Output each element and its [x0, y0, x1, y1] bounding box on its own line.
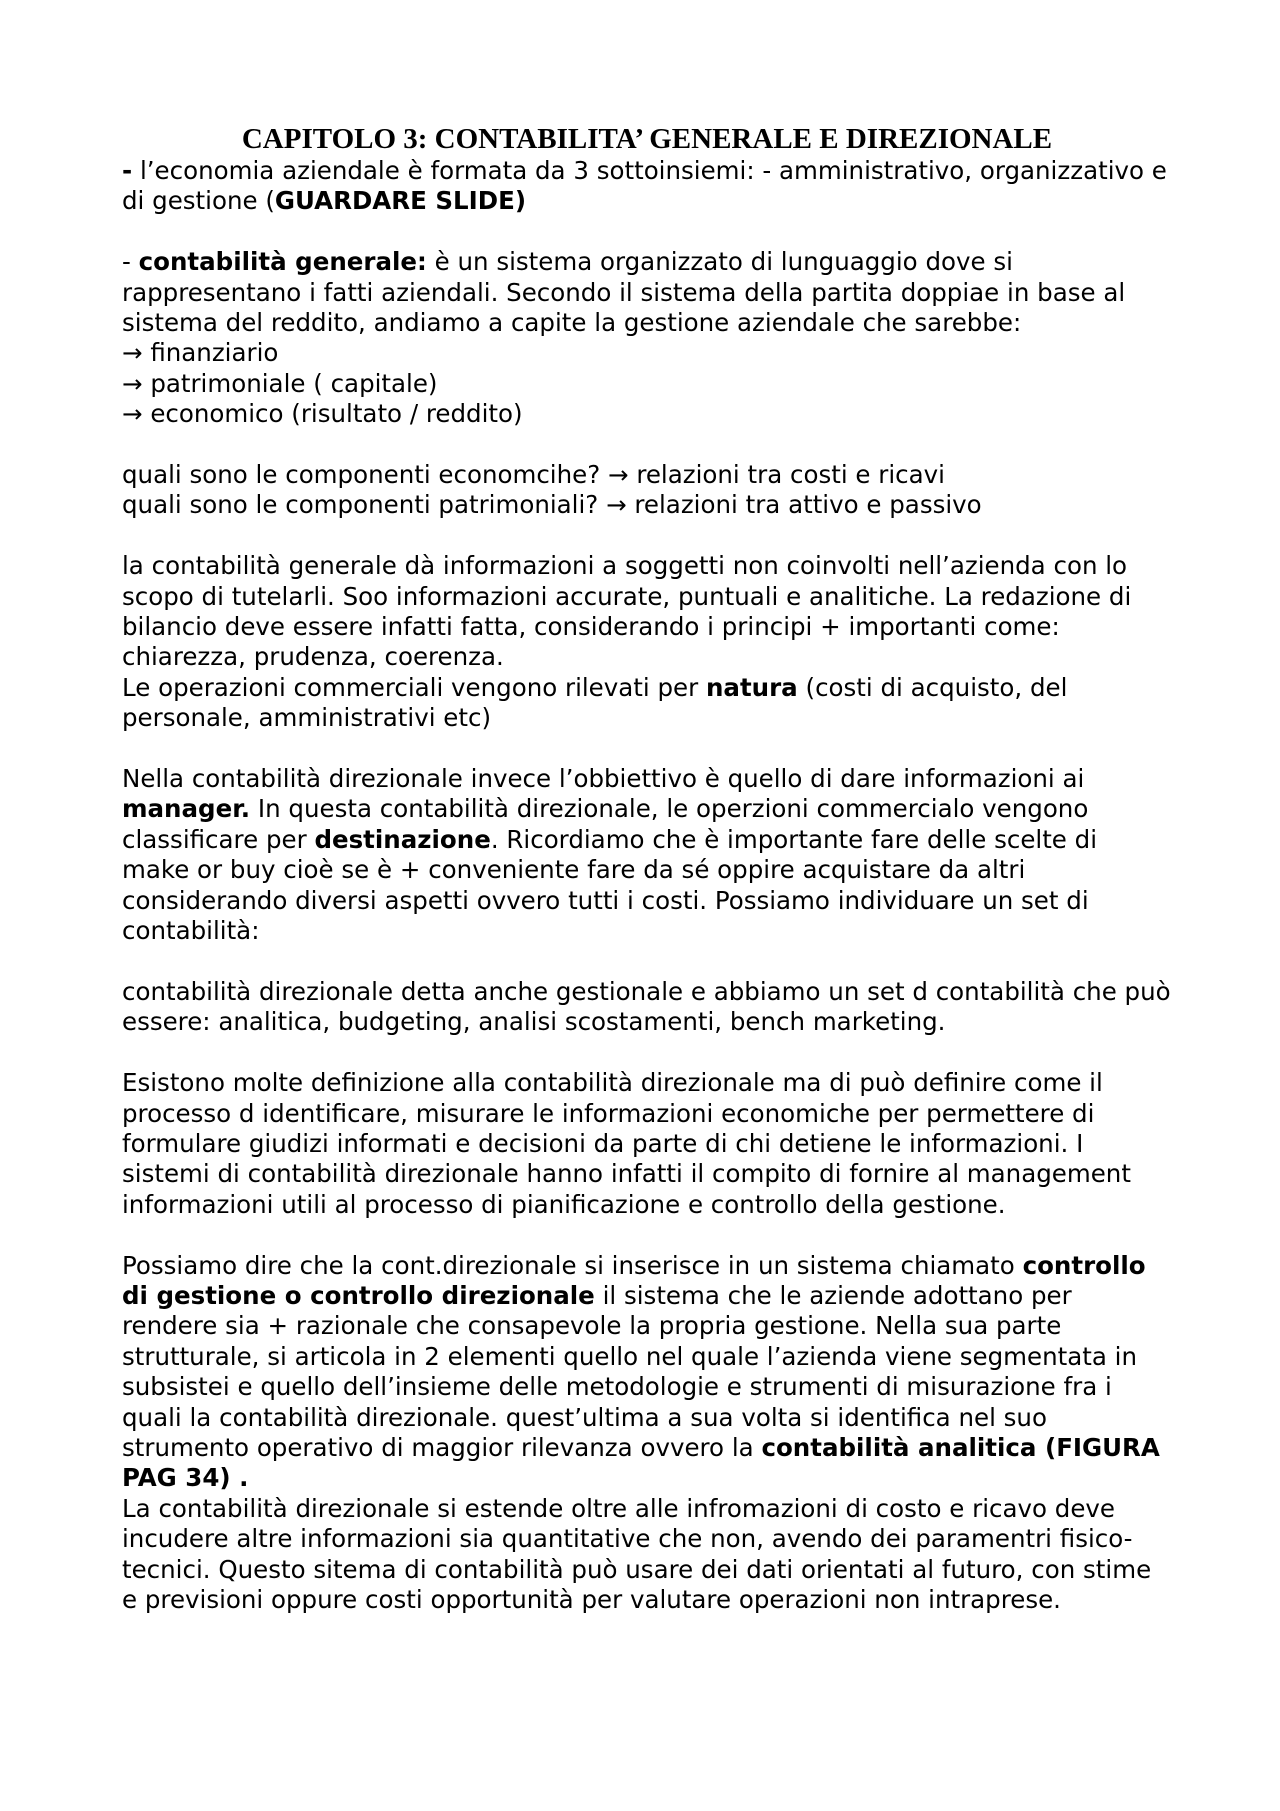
- list-item: → economico (risultato / reddito): [122, 399, 523, 429]
- blank-line: [122, 734, 1172, 764]
- paragraph-controllo-gestione: Possiamo dire che la cont.direzionale si inserisce in un sistema chiamato controllo di gestione o controllo direzionale il sistema che le aziende adottano per rendere sia + razionale che consapevole la propria gestione. Nella sua parte strutturale, si articola in 2 elementi quello nel quale l’azienda viene segmentata in subsistei e quello dell’insieme delle metodologie e strumenti di misurazione fra i quali la contabilità direzionale. quest’ultima a sua volta si identifica nel suo strumento operativo di maggior rilevanza ovvero la contabilità analitica (FIGURA PAG 34) .: [122, 1250, 1160, 1493]
- bold-manager: manager.: [122, 794, 251, 824]
- bold-dash: -: [122, 156, 133, 185]
- document-page: [122, 122, 1172, 1615]
- bold-guardare-slide: GUARDARE SLIDE): [274, 186, 527, 216]
- list-item: → patrimoniale ( capitale): [122, 368, 438, 398]
- paragraph-definizioni: Esistono molte definizione alla contabilità direzionale ma di può definire come il processo d identificare, misurare le informazioni economiche per permettere di formulare giudizi informati e decisioni da parte di chi detiene le informazioni. I sistemi di contabilità direzionale hanno infatti il compito di fornire al management informazioni utili al processo di pianificazione e controllo della gestione.: [122, 1068, 1131, 1219]
- paragraph-contabilita-generale-info: la contabilità generale dà informazioni a soggetti non coinvolti nell’azienda con lo scopo di tutelarli. Soo informazioni accurate, puntuali e analitiche. La redazione di bilancio deve essere infatti fatta, considerando i principi + importanti come: chiarezza, prudenza, coerenza.: [122, 551, 1132, 672]
- blank-line: [122, 430, 1172, 460]
- blank-line: [122, 1038, 1172, 1068]
- bold-destinazione: destinazione: [314, 824, 491, 854]
- blank-line: [122, 521, 1172, 551]
- blank-line: [122, 947, 1172, 977]
- bold-contabilita-analitica: contabilità analitica (FIGURA PAG 34) .: [122, 1432, 1160, 1493]
- blank-line: [122, 217, 1172, 247]
- bold-controllo-gestione: controllo di gestione o controllo direzionale: [122, 1250, 1146, 1310]
- question-economiche: quali sono le componenti economcihe? → relazioni tra costi e ricavi: [122, 460, 945, 490]
- bold-natura: natura: [705, 672, 798, 702]
- blank-line: [122, 1220, 1172, 1250]
- paragraph-contabilita-direzionale: Nella contabilità direzionale invece l’obbiettivo è quello di dare informazioni ai manager. In questa contabilità direzionale, le operzioni commercialo vengono classificare per destinazione. Ricordiamo che è importante fare delle scelte di make or buy cioè se è + conveniente fare da sé oppire acquistare da altri considerando diversi aspetti ovvero tutti i costi. Possiamo individuare un set di contabilità:: [122, 764, 1098, 946]
- list-item: → finanziario: [122, 338, 279, 368]
- paragraph-set-contabilita: contabilità direzionale detta anche gestionale e abbiamo un set d contabilità che può essere: analitica, budgeting, analisi scostamenti, bench marketing.: [122, 976, 1171, 1037]
- question-patrimoniali: quali sono le componenti patrimoniali? → relazioni tra attivo e passivo: [122, 490, 982, 520]
- paragraph-estensione: La contabilità direzionale si estende oltre alle infromazioni di costo e ricavo deve incudere altre informazioni sia quantitative che non, avendo dei paramentri fisico-tecnici. Questo sitema di contabilità può usare dei dati orientati al futuro, con stime e previsioni oppure costi opportunità per valutare operazioni non intraprese.: [122, 1493, 1152, 1614]
- paragraph-contabilita-generale: - contabilità generale: è un sistema organizzato di lunguaggio dove si rappresentano i fatti aziendali. Secondo il sistema della partita doppiae in base al sistema del reddito, andiamo a capite la gestione aziendale che sarebbe:: [122, 247, 1126, 338]
- page-title: CAPITOLO 3: CONTABILITA’ GENERALE E DIREZIONALE: [241, 123, 1053, 155]
- paragraph-operazioni-natura: Le operazioni commerciali vengono rilevati per natura (costi di acquisto, del personale, amministrativi etc): [122, 672, 1068, 733]
- bold-contabilita-generale: contabilità generale:: [138, 247, 427, 277]
- paragraph-intro: - l’economia aziendale è formata da 3 sottoinsiemi: - amministrativo, organizzativo e di gestione (GUARDARE SLIDE): [122, 156, 1167, 216]
